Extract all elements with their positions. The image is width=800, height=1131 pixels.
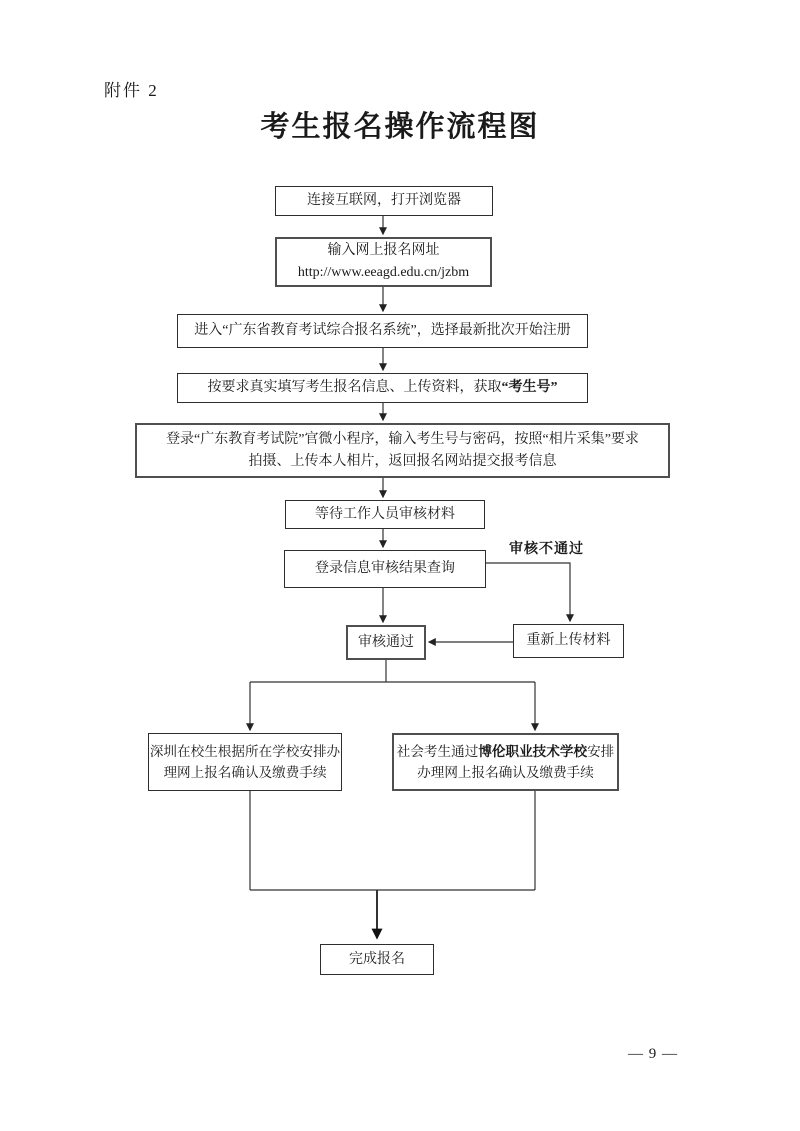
- node-check-review-result-label: 登录信息审核结果查询: [315, 561, 455, 577]
- node-miniprogram-photo-line2: 拍摄、上传本人相片，返回报名网站提交报考信息: [248, 453, 557, 469]
- node-miniprogram-photo-line1: 登录“广东教育考试院”官微小程序，输入考生号与密码，按照“相片采集”要求: [166, 431, 639, 447]
- attachment-label: 附件 2: [104, 81, 159, 100]
- node-fill-info-text: 按要求真实填写考生报名信息、上传资料，获取: [207, 380, 502, 396]
- node-social-candidates-prefix: 社会考生通过: [396, 743, 479, 759]
- node-fill-info: [177, 373, 588, 403]
- edge-review-failed: [486, 563, 570, 621]
- node-miniprogram-photo: [135, 423, 670, 478]
- node-shenzhen-students-line1: 深圳在校生根据所在学校安排办: [149, 743, 341, 759]
- node-shenzhen-students: [148, 733, 342, 791]
- node-review-passed: [346, 625, 426, 660]
- node-social-candidates: [392, 733, 619, 791]
- registration-url: http://www.eeagd.edu.cn/jzbm: [297, 265, 470, 280]
- edge-label-review-failed: 审核不通过: [509, 542, 584, 557]
- node-enter-system: [177, 314, 588, 348]
- page-title: 考生报名操作流程图: [260, 111, 540, 143]
- node-shenzhen-students-line2: 理网上报名确认及缴费手续: [163, 765, 327, 780]
- node-social-candidates-school: 博伦职业技术学校: [478, 743, 588, 759]
- node-fill-info-candidate-number: “考生号”: [501, 380, 558, 396]
- node-social-candidates-line2: 办理网上报名确认及缴费手续: [417, 765, 594, 780]
- node-review-passed-label: 审核通过: [358, 634, 414, 650]
- page-number: — 9 —: [628, 1046, 678, 1062]
- node-social-candidates-suffix: 安排: [587, 743, 615, 759]
- node-reupload-materials: [513, 624, 624, 658]
- node-wait-review-label: 等待工作人员审核材料: [315, 506, 455, 522]
- node-wait-review: [285, 500, 485, 529]
- node-complete-registration: [320, 944, 434, 975]
- node-enter-url-line1: 输入网上报名网址: [327, 243, 440, 259]
- node-complete-registration-label: 完成报名: [349, 951, 405, 967]
- node-connect-internet: [275, 186, 493, 216]
- node-enter-system-label: 进入“广东省教育考试综合报名系统”，选择最新批次开始注册: [194, 323, 571, 339]
- node-reupload-materials-label: 重新上传材料: [526, 633, 611, 649]
- node-enter-url: [275, 237, 492, 287]
- node-connect-internet-label: 连接互联网，打开浏览器: [307, 193, 461, 209]
- node-check-review-result: [284, 550, 486, 588]
